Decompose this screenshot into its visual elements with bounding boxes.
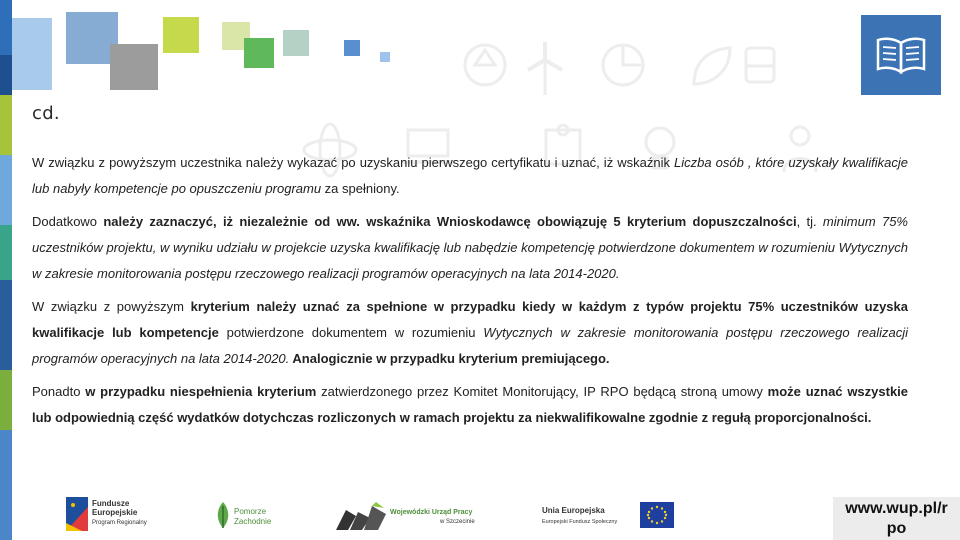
fe-line1: Fundusze <box>92 499 130 508</box>
wup-line2: w Szczecinie <box>440 519 475 525</box>
text-run: w przypadku niespełnienia kryterium <box>85 384 317 399</box>
pz-line2: Zachodnie <box>234 517 272 526</box>
decor-square-lime <box>163 17 199 53</box>
pie-watermark-icon <box>600 42 646 88</box>
text-run: potwierdzone dokumentem w rozumieniu <box>218 325 484 340</box>
windmill-watermark-icon <box>520 40 570 95</box>
text-run: W związku z powyższym uczestnika należy wykazać po uzyskaniu pierwszego certyfikatu i uznać, iż wskaźnik <box>32 155 674 170</box>
text-run: , tj. <box>796 214 823 229</box>
fe-line2: Europejskie <box>92 508 138 517</box>
url-line1[interactable]: www.wup.pl/r <box>845 500 948 517</box>
tram-watermark-icon <box>740 40 780 90</box>
recycle-watermark-icon <box>460 40 510 90</box>
ue-line1: Unia Europejska <box>542 506 605 515</box>
eu-flag-icon <box>640 502 674 528</box>
book-icon-box <box>861 15 941 95</box>
fe-line3: Program Regionalny <box>92 520 147 526</box>
text-run: Wytycznych w zakresie monitorowania postępu rzeczowego realizacji programów operacyjnych na lata 2014-2020. <box>32 325 908 366</box>
unia-europejska-logo <box>540 500 676 534</box>
left-stripe-navy <box>0 55 12 95</box>
fundusze-europejskie-logo <box>66 495 166 535</box>
paragraph-2 <box>32 209 908 287</box>
text-run: minimum 75% uczestników projektu, w wyniku udziału w projekcie uzyska kwalifikację lub nabędzie kompetencję potwierdzone dokumentem w rozumieniu Wytycznych w zakresie monitorowania postępu rzeczowego realizacji programów operacyjnych na lata 2014-2020. <box>32 214 908 281</box>
text-run: zatwierdzonego przez Komitet Monitorujący, IP RPO będącą stroną umowy <box>316 384 768 399</box>
left-stripe-darkblue <box>0 280 12 370</box>
text-run: Liczba osób , które uzyskały kwalifikacje lub nabyły kompetencje po opuszczeniu programu <box>32 155 908 196</box>
text-run: Analogicznie w przypadku kryterium premiującego. <box>289 351 610 366</box>
fe-flag-icon <box>66 497 88 531</box>
pz-line1: Pomorze <box>234 507 267 516</box>
text-run: kryterium należy uznać za spełnione w przypadku kiedy w każdym z typów projektu 75% uczestników uzyska kwalifikacje lub kompetencje <box>32 299 908 340</box>
pomorze-zachodnie-logo <box>214 498 294 534</box>
decor-square-lightblue <box>12 18 52 90</box>
decor-square-green <box>244 38 274 68</box>
url-line2[interactable]: po <box>886 520 907 537</box>
left-stripe-lightblue <box>0 155 12 225</box>
paragraph-4 <box>32 379 908 431</box>
text-run: Dodatkowo <box>32 214 104 229</box>
left-stripe-olive <box>0 370 12 430</box>
text-run: W związku z powyższym <box>32 299 191 314</box>
wup-line1: Wojewódzki Urząd Pracy <box>390 509 473 516</box>
paragraph-1 <box>32 150 908 202</box>
text-run: za spełniony. <box>321 181 400 196</box>
paragraph-3 <box>32 294 908 372</box>
logo-strip <box>0 490 960 540</box>
website-url-box[interactable] <box>833 497 960 540</box>
body-text <box>32 150 908 438</box>
text-run: Ponadto <box>32 384 86 399</box>
open-book-icon <box>875 35 927 75</box>
left-stripe-green <box>0 95 12 155</box>
decor-square-gray <box>110 44 158 90</box>
text-run: należy zaznaczyć, iż niezależnie od ww. wskaźnika Wnioskodawcę obowiązuję 5 kryterium dopuszczalności <box>103 214 797 229</box>
slide-heading: cd. <box>32 103 60 124</box>
decor-square-skyblue <box>380 52 390 62</box>
ue-line2: Europejski Fundusz Społeczny <box>542 519 618 525</box>
decor-square-blue <box>344 40 360 56</box>
left-stripe-teal <box>0 225 12 280</box>
text-run: może uznać wszystkie lub odpowiednią część wydatków dotychczas rozliczonych w ramach projektu za niekwalifikowalne zgodnie z regułą proporcjonalności. <box>32 384 909 425</box>
wup-blocks-icon <box>336 502 386 530</box>
decor-square-mint <box>283 30 309 56</box>
wup-szczecin-logo <box>336 500 486 534</box>
leaf-watermark-icon <box>690 44 734 88</box>
left-stripe-blue-top <box>0 0 12 55</box>
website-url-text[interactable] <box>833 499 960 539</box>
pz-leaf-icon <box>214 500 232 530</box>
